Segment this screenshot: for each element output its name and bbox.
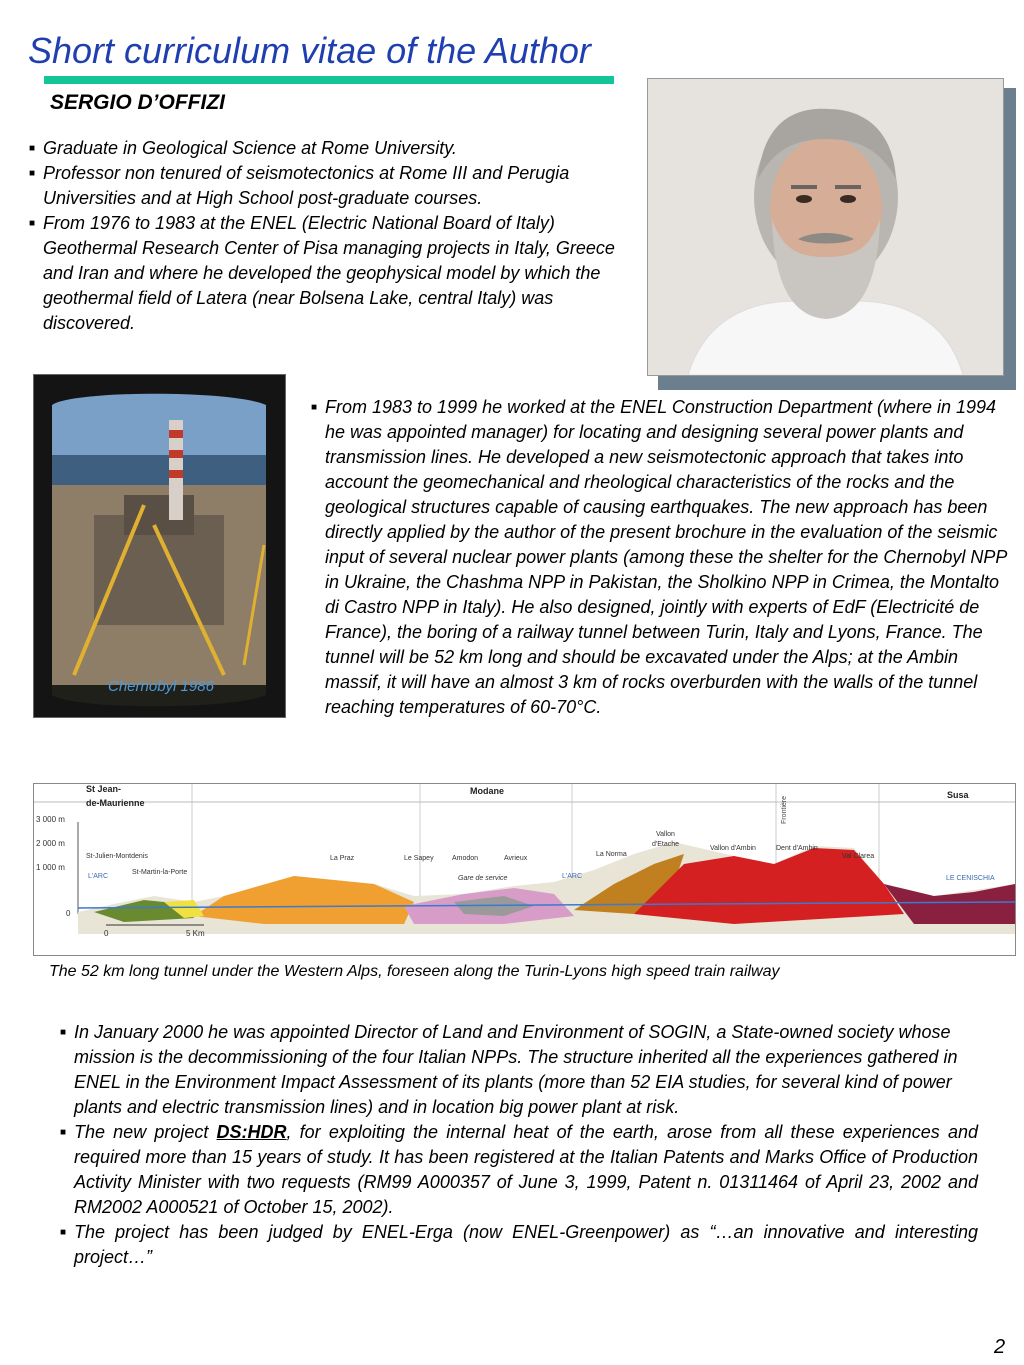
- intro-bullet-list: [29, 136, 639, 336]
- page-number: 2: [994, 1336, 1006, 1358]
- label-st-martin: St-Martin-la-Porte: [132, 869, 188, 876]
- list-item: ■ Professor non tenured of seismotectonics at Rome III and Perugia Universities and at High School post-graduate courses.: [29, 163, 570, 208]
- list-item: ■ From 1983 to 1999 he worked at the ENEL Construction Department (where in 1994 he was appointed manager) for locating and designing several power plants and transmission lines. He developed a new seismotectonic approach that takes into account the geomechanical and rheological characteristics of the rocks and the geological structures capable of causing earthquakes. The new approach has been directly applied by the author of the present brochure in the evaluation of the seismic input of several nuclear power plants (among these the shelter for the Chernobyl NPP in Ukraine, the Chashma NPP in Pakistan, the Sholkino NPP in Crimea, the Montalto di Castro NPP in Italy). He also designed, jointly with experts of EdF (Electricité de France), the boring of a railway tunnel between Turin, Italy and Lyons, France. The tunnel will be 52 km long and should be excavated under the Alps; at the Ambin massif, it will have an almost 3 km of rocks overburden with the walls of the tunnel reaching temperatures of 60-70°C.: [311, 397, 1007, 717]
- label-la-norma: La Norma: [596, 851, 627, 858]
- list-item: ■ The new project DS:HDR, for exploiting the internal heat of the earth, arose from all these experiences and required more than 15 years of study. It has been registered at the Italian Patents and Marks Office of Production Activity Minister with two requests (RM99 A000357 of June 3, 1999, Patent n. 01311464 of April 23, 2002 and RM2002 A000521 of October 15, 2002).: [60, 1122, 978, 1217]
- label-modane: Modane: [470, 786, 505, 796]
- career-bullet: [311, 395, 1016, 720]
- label-avrieux: Avrieux: [504, 855, 528, 862]
- list-item: ■ The project has been judged by ENEL-Erga (now ENEL-Greenpower) as “…an innovative and interesting project…”: [60, 1222, 978, 1267]
- author-name: SERGIO D’OFFIZI: [50, 91, 226, 114]
- label-amodon: Amodon: [452, 855, 479, 862]
- label-detache: d'Etache: [652, 841, 680, 848]
- altitude-1000: 1 000 m: [36, 863, 65, 872]
- bullet-icon: ■: [60, 1027, 67, 1038]
- section-caption: The 52 km long tunnel under the Western Alps, foreseen along the Turin-Lyons high speed train railway: [49, 963, 780, 980]
- list-item: ■ Graduate in Geological Science at Rome University.: [29, 136, 639, 161]
- label-maurienne: de-Maurienne: [86, 798, 145, 808]
- altitude-3000: 3 000 m: [36, 815, 65, 824]
- label-le-sapey: Le Sapey: [404, 855, 434, 862]
- scale-5km: 5 Km: [186, 929, 205, 938]
- label-vallon: Vallon: [656, 831, 675, 838]
- geological-section-illustration: [34, 784, 1015, 955]
- label-val-clarea: Val Clarea: [842, 853, 875, 860]
- author-portrait: [647, 78, 1004, 376]
- bullet-icon: ■: [311, 402, 318, 413]
- label-dent-dambin: Dent d'Ambin: [776, 845, 818, 852]
- list-item: ■ In January 2000 he was appointed Director of Land and Environment of SOGIN, a State-owned society whose mission is the decommissioning of the four Italian NPPs. The structure inherited all the experiences gathered in ENEL in the Environment Impact Assessment of its plants (more than 52 EIA studies, for several kind of power plants and electric transmission lines) and in location big power plant at risk.: [60, 1022, 958, 1117]
- chernobyl-caption: Chernobyl 1986: [108, 678, 214, 695]
- bullet-icon: ■: [29, 143, 36, 154]
- label-st-julien: St-Julien-Montdenis: [86, 853, 148, 860]
- altitude-0: 0: [66, 909, 71, 918]
- bullet-icon: ■: [29, 168, 36, 179]
- bullet-icon: ■: [60, 1227, 67, 1238]
- lower-bullet-list: [60, 1020, 978, 1270]
- chernobyl-photo: [33, 374, 286, 718]
- ds-hdr-link[interactable]: DS:HDR: [216, 1122, 287, 1142]
- label-frontiere: Frontière: [781, 795, 788, 824]
- chernobyl-illustration: [34, 375, 285, 717]
- list-item: ■ From 1976 to 1983 at the ENEL (Electric National Board of Italy) Geothermal Research Center of Pisa managing projects in Italy, Greece and Iran and where he developed the geophysical model by which the geothermal field of Latera (near Bolsena Lake, central Italy) was discovered.: [29, 213, 615, 333]
- bullet-icon: ■: [60, 1127, 67, 1138]
- portrait-illustration: [648, 79, 1003, 375]
- scale-zero: 0: [104, 929, 109, 938]
- label-arc-1: L'ARC: [88, 873, 109, 880]
- page-title: Short curriculum vitae of the Author: [28, 30, 591, 71]
- label-la-praz: La Praz: [330, 855, 355, 862]
- label-gare-de-service: Gare de service: [458, 875, 508, 882]
- tunnel-section-diagram: [33, 783, 1016, 956]
- label-st-jean: St Jean-: [86, 784, 122, 794]
- label-arc-2: L'ARC: [562, 873, 583, 880]
- title-underline: [44, 76, 614, 84]
- bullet-icon: ■: [29, 218, 36, 229]
- label-susa: Susa: [947, 790, 969, 800]
- altitude-2000: 2 000 m: [36, 839, 65, 848]
- label-le-cenischia: LE CENISCHIA: [946, 875, 995, 882]
- label-vallon-dambin: Vallon d'Ambin: [710, 845, 756, 852]
